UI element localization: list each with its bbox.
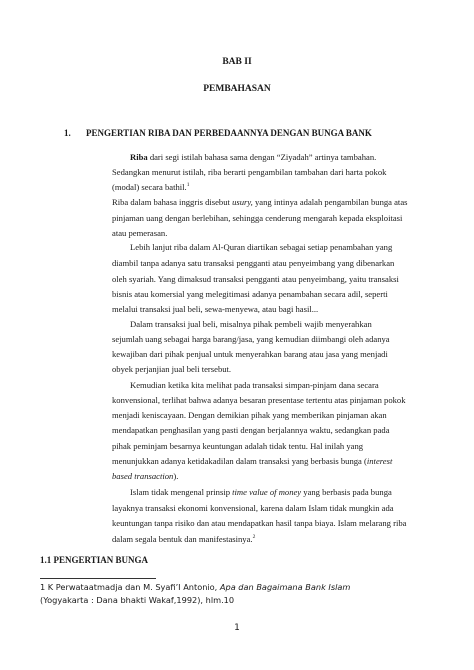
paragraph-line: diambil tanpa adanya satu transaksi pengganti atau penyeimbang yang dibenarkan — [112, 258, 395, 268]
paragraph-line — [130, 487, 418, 497]
paragraph-line: obyek perjanjian jual beli tersebut. — [112, 364, 232, 374]
paragraph-line: oleh syariah. Yang dimaksud transaksi pengganti atau penyeimbang, yaitu transaksi — [112, 274, 399, 284]
text-span: dalam segala bentuk dan manifestasinya. — [112, 534, 253, 544]
text-span: menunjukkan adanya ketidakadilan dalam transaksi yang berbasis bunga ( — [112, 456, 367, 466]
italic-term: time value of money — [232, 487, 302, 497]
section-number: 1. — [64, 128, 71, 138]
footnote-line — [40, 582, 350, 592]
footnote-divider — [40, 578, 156, 579]
text-span: Islam tidak mengenal prinsip — [130, 487, 233, 497]
text-span: Riba dalam bahasa inggris disebut — [112, 197, 233, 207]
text-span: ). — [173, 471, 179, 481]
paragraph-line: Sedangkan menurut istilah, riba berarti pengambilan tambahan dari harta pokok — [112, 167, 387, 177]
footnote-line: (Yogyakarta : Dana bhakti Wakaf,1992), hlm.10 — [40, 595, 235, 605]
paragraph-line — [112, 534, 418, 544]
text-span: dari segi istilah bahasa sama dengan “Ziyadah” artinya tambahan. — [147, 152, 377, 162]
text-span: 1 K Perwataatmadja dan M. Syafi’I Antonio, — [40, 582, 220, 592]
paragraph-line: atau pemerasan. — [112, 228, 168, 238]
paragraph-line — [112, 182, 418, 192]
bold-term: Riba — [130, 152, 148, 162]
paragraph-line: kewajiban dari pihak penjual untuk menyerahkan barang atau jasa yang menjadi — [112, 349, 388, 359]
italic-term: usury, — [232, 197, 253, 207]
paragraph-line — [130, 152, 418, 162]
footnote-ref: 1 — [186, 182, 190, 189]
chapter-number: BAB II — [222, 57, 252, 67]
paragraph-line: sejumlah uang sebagai harga barang/jasa, yang kemudian diimbangi oleh adanya — [112, 334, 390, 344]
paragraph-line: Dalam transaksi jual beli, misalnya pihak pembeli wajib menyerahkan — [130, 319, 372, 329]
italic-title: Apa dan Bagaimana Bank Islam — [219, 582, 351, 592]
chapter-title: PEMBAHASAN — [203, 84, 271, 94]
paragraph-line — [112, 456, 418, 466]
italic-term: based transaction — [112, 471, 174, 481]
paragraph-line: pinjaman uang dengan berlebihan, sehingga cenderung mengarah kepada eksploitasi — [112, 213, 403, 223]
paragraph-line: mendapatkan penghasilan yang pasti dengan berjalannya waktu, sedangkan pada — [112, 425, 390, 435]
section-heading — [64, 128, 372, 138]
paragraph-line: keuntungan tanpa risiko dan atau mendapatkan hasil tanpa biaya. Islam melarang riba — [112, 518, 407, 528]
paragraph-line: Lebih lanjut riba dalam Al-Quran diartikan sebagai setiap penambahan yang — [130, 242, 393, 252]
text-span: yang intinya adalah pengambilan bunga atas — [252, 197, 408, 207]
paragraph-line: bisnis atau komersial yang melegitimasi adanya penambahan secara adil, seperti — [112, 289, 388, 299]
paragraph-line — [112, 471, 418, 481]
section-title: PENGERTIAN RIBA DAN PERBEDAANNYA DENGAN BUNGA BANK — [86, 128, 372, 138]
paragraph-line: konvensional, terlihat bahwa adanya besaran presentase tertentu atas pinjaman pokok — [112, 395, 406, 405]
paragraph-line: menjadi keniscayaan. Dengan demikian pihak yang memberikan pinjaman akan — [112, 410, 387, 420]
text-span: yang berbasis pada bunga — [301, 487, 392, 497]
text-span: (modal) secara bathil. — [112, 182, 187, 192]
paragraph-line: layaknya transaksi ekonomi konvensional, karena dalam Islam tidak mungkin ada — [112, 503, 394, 513]
page-number: 1 — [234, 623, 240, 633]
italic-term: interest — [366, 456, 393, 466]
paragraph-line: melalui transaksi jual beli, sewa-menyewa, atau bagi hasil... — [112, 304, 319, 314]
paragraph-line — [112, 197, 418, 207]
paragraph-line: Kemudian ketika kita melihat pada transaksi simpan-pinjam dana secara — [130, 380, 379, 390]
paragraph-line: pihak peminjam besarnya keuntungan adalah tidak tentu. Hal inilah yang — [112, 441, 364, 451]
footnote-ref: 2 — [252, 534, 256, 541]
subsection-heading: 1.1 PENGERTIAN BUNGA — [40, 555, 148, 565]
